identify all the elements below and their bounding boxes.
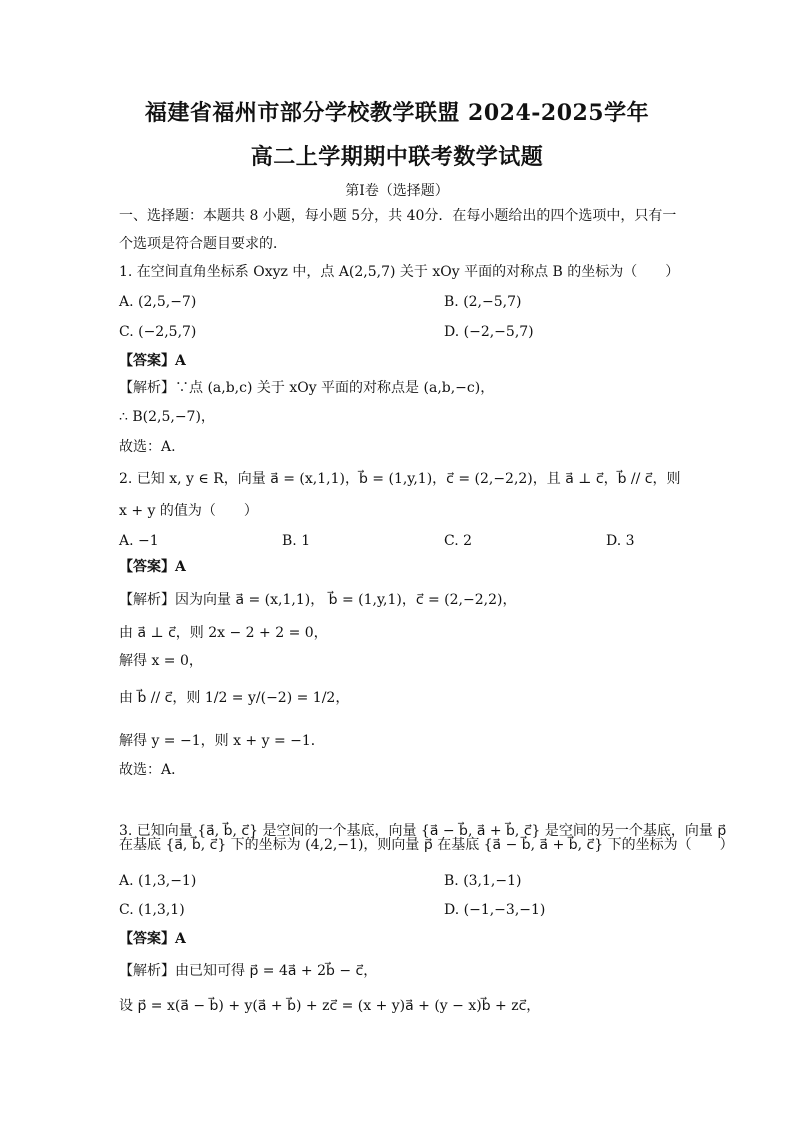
q3-option-b: B. (3,1,−1) [444, 873, 522, 889]
section-intro-line-1: 一、选择题：本题共 8 小题，每小题 5分，共 40分．在每小题给出的四个选项中，只有一 [119, 208, 677, 224]
document-title-line-2: 高二上学期期中联考数学试题 [250, 144, 544, 170]
q3-analysis-line-2: 设 p⃗ = x(a⃗ − b⃗) + y(a⃗ + b⃗) + zc⃗ = (x + y)a⃗ + (y − x)b⃗ + zc⃗， [119, 998, 541, 1014]
q2-option-c: C. 2 [444, 533, 473, 549]
q2-analysis-line-3: 解得 x = 0， [119, 653, 203, 669]
q2-analysis-line-6: 故选：A． [119, 762, 186, 778]
q2-option-b: B. 1 [282, 533, 311, 549]
volume-heading: 第Ⅰ卷（选择题） [345, 183, 449, 199]
q1-answer: 【答案】A [119, 353, 186, 369]
q2-analysis-line-2: 由 a⃗ ⊥ c⃗，则 2x − 2 + 2 = 0， [119, 625, 328, 641]
q2-stem-line-2: x + y 的值为（ ） [119, 503, 258, 519]
q3-stem-line-2: 在基底 {a⃗, b⃗, c⃗} 下的坐标为 (4,2,−1)，则向量 p⃗ 在基底 {a⃗ − b⃗, a⃗ + b⃗, c⃗} 下的坐标为（ ） [119, 837, 734, 853]
q1-option-a: A. (2,5,−7) [119, 294, 197, 310]
q3-option-a: A. (1,3,−1) [119, 873, 197, 889]
q1-analysis-line-1: 【解析】∵点 (a,b,c) 关于 xOy 平面的对称点是 (a,b,−c)， [119, 380, 495, 396]
q3-option-c: C. (1,3,1) [119, 902, 185, 918]
q3-analysis-line-1: 【解析】由已知可得 p⃗ = 4a⃗ + 2b⃗ − c⃗， [119, 963, 378, 979]
q2-option-a: A. −1 [119, 533, 159, 549]
q2-stem-line-1: 2. 已知 x, y ∈ R，向量 a⃗ = (x,1,1)，b⃗ = (1,y,1)，c⃗ = (2,−2,2)，且 a⃗ ⊥ c⃗，b⃗ // c⃗，则 [119, 471, 681, 487]
q2-analysis-line-4: 由 b⃗ // c⃗，则 1/2 = y/(−2) = 1/2， [119, 690, 350, 706]
q3-option-d: D. (−1,−3,−1) [444, 902, 546, 918]
q2-answer: 【答案】A [119, 559, 186, 575]
q1-analysis-line-2: ∴ B(2,5,−7)， [119, 409, 215, 425]
q3-stem-line-1: 3. 已知向量 {a⃗, b⃗, c⃗} 是空间的一个基底，向量 {a⃗ − b⃗, a⃗ + b⃗, c⃗} 是空间的另一个基底，向量 p⃗ [119, 823, 727, 839]
q1-option-c: C. (−2,5,7) [119, 324, 197, 340]
q2-option-d: D. 3 [606, 533, 635, 549]
q2-analysis-line-1: 【解析】因为向量 a⃗ = (x,1,1)， b⃗ = (1,y,1)，c⃗ = (2,−2,2)， [119, 592, 517, 608]
q1-analysis-line-3: 故选：A. [119, 439, 176, 455]
section-intro-line-2: 个选项是符合题目要求的． [119, 236, 287, 252]
q1-option-b: B. (2,−5,7) [444, 294, 522, 310]
q2-analysis-line-5: 解得 y = −1，则 x + y = −1． [119, 733, 325, 749]
q1-stem: 1. 在空间直角坐标系 Oxyz 中，点 A(2,5,7) 关于 xOy 平面的对称点 B 的坐标为（ ） [119, 264, 680, 280]
q1-option-d: D. (−2,−5,7) [444, 324, 534, 340]
document-title-line-1: 福建省福州市部分学校教学联盟 2024-2025学年 [144, 100, 650, 126]
q3-answer: 【答案】A [119, 931, 186, 947]
